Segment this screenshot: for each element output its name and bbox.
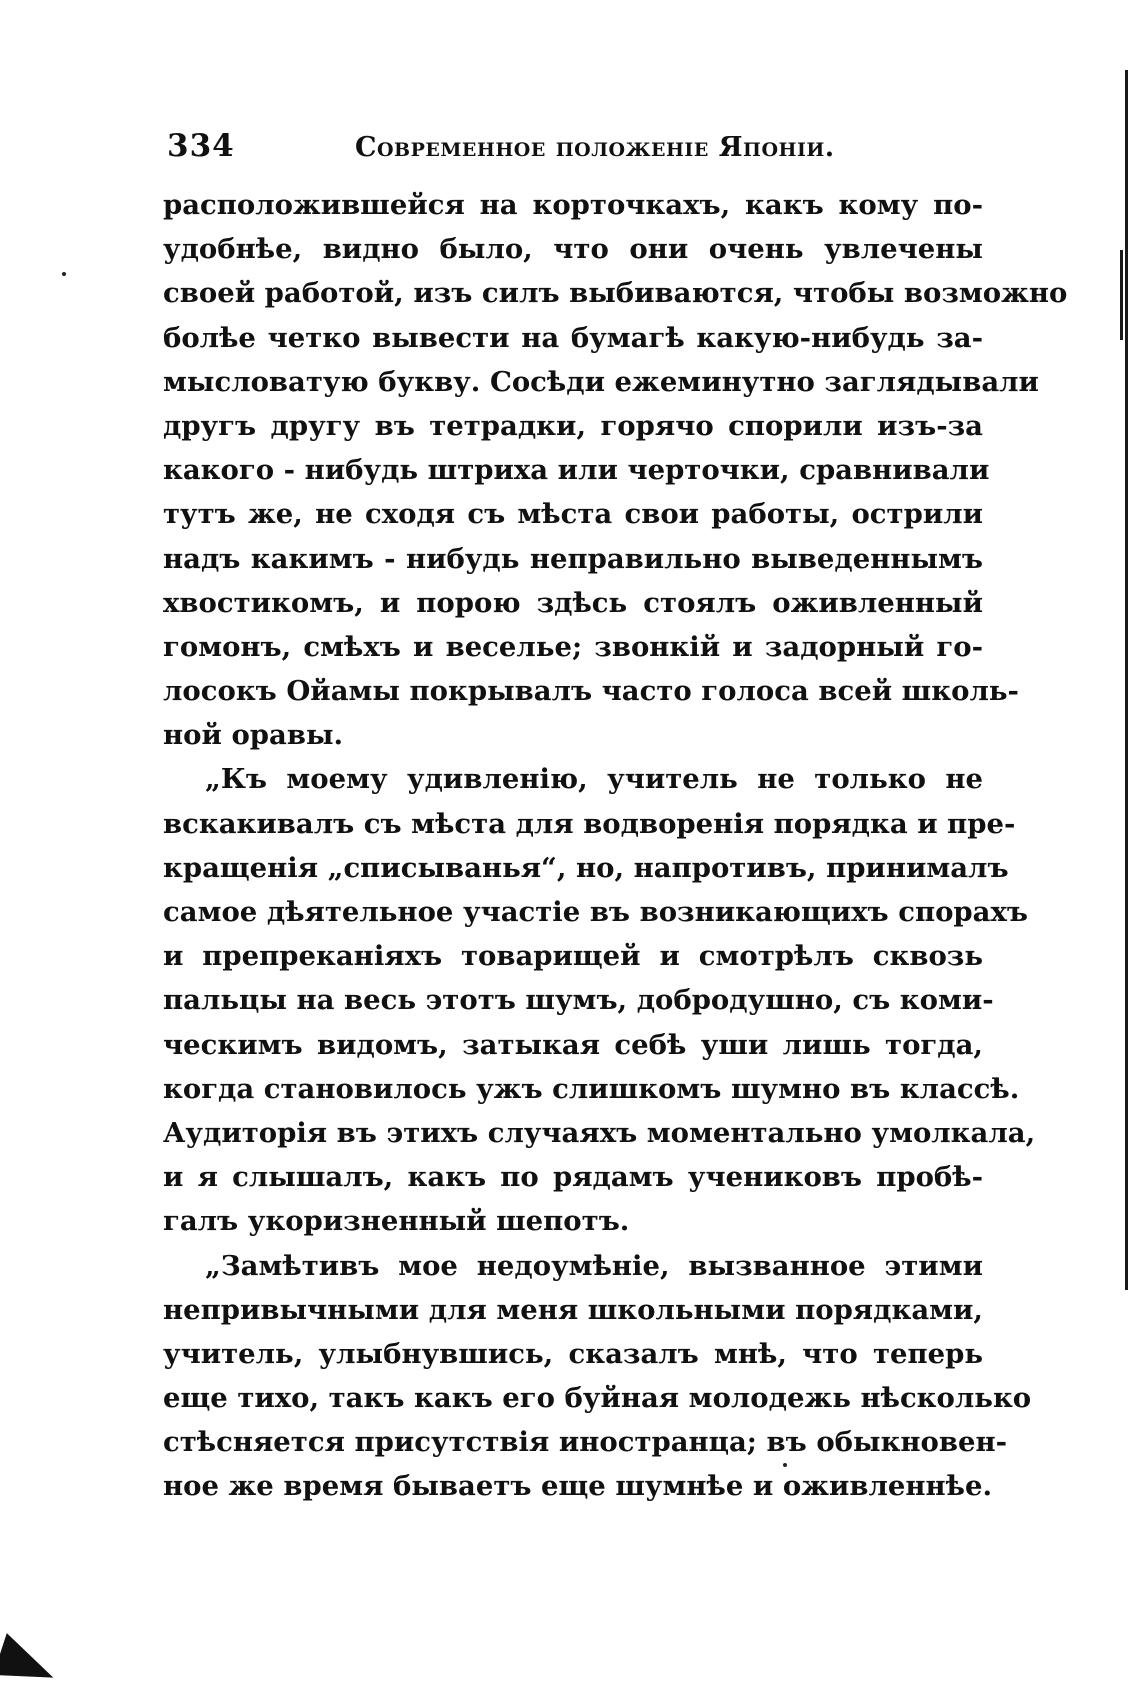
scan-speck: [62, 272, 66, 276]
text-line: стѣсняется присутствія иностранца; въ обыкновен-: [163, 1426, 1008, 1459]
text-line: своей работой, изъ силъ выбиваются, чтобы возможно: [163, 277, 1068, 310]
text-line: „Къ моему удивленію, учитель не только не: [205, 763, 983, 796]
scan-corner-mark: [0, 1633, 62, 1693]
text-line: вскакивалъ съ мѣста для водворенія порядка и пре-: [163, 807, 1016, 840]
text-line: ческимъ видомъ, затыкая себѣ уши лишь тогда,: [163, 1028, 983, 1061]
text-line: непривычными для меня школьными порядками,: [163, 1293, 983, 1326]
text-line: Аудиторія въ этихъ случаяхъ моментально умолкала,: [163, 1116, 1036, 1149]
text-line: пальцы на весь этотъ шумъ, добродушно, съ коми-: [163, 984, 994, 1017]
text-line: кращенія „списыванья“, но, напротивъ, принималъ: [163, 851, 1009, 884]
running-title: Современное положеніе Японіи.: [355, 132, 835, 163]
text-line: хвостикомъ, и порою здѣсь стоялъ оживленный: [163, 586, 983, 619]
text-line: удобнѣе, видно было, что они очень увлечены: [163, 233, 983, 266]
scan-edge-rule: [1125, 70, 1128, 1290]
text-line: другъ другу въ тетрадки, горячо спорили изъ-за: [163, 409, 983, 442]
text-line: и я слышалъ, какъ по рядамъ учениковъ пробѣ-: [163, 1161, 983, 1194]
text-line: учитель, улыбнувшись, сказалъ мнѣ, что теперь: [163, 1337, 983, 1370]
page-header: [167, 128, 997, 168]
text-line: расположившейся на корточкахъ, какъ кому по-: [163, 189, 983, 221]
text-line: мысловатую букву. Сосѣди ежеминутно заглядывали: [163, 365, 1039, 398]
text-line: самое дѣятельное участіе въ возникающихъ спорахъ: [163, 896, 1028, 928]
text-line: гомонъ, смѣхъ и веселье; звонкій и задорный го-: [163, 630, 983, 663]
text-line: „Замѣтивъ мое недоумѣніе, вызванное этими: [205, 1249, 983, 1282]
text-line: еще тихо, такъ какъ его буйная молодежь нѣсколько: [163, 1382, 1032, 1415]
text-line: галъ укоризненный шепотъ.: [163, 1205, 630, 1238]
text-line: болѣе четко вывести на бумагѣ какую-нибудь за-: [163, 321, 983, 354]
text-line: ной оравы.: [163, 719, 344, 752]
text-line: лосокъ Ойамы покрывалъ часто голоса всей школь-: [163, 675, 1019, 708]
text-line: ное же время бываетъ еще шумнѣе и оживленнѣе.: [163, 1470, 993, 1503]
text-line: и препреканіяхъ товарищей и смотрѣлъ сквозь: [163, 940, 983, 973]
scan-edge-rule-thick: [1120, 250, 1123, 340]
page-number: 334: [167, 128, 235, 164]
text-line: какого - нибудь штриха или черточки, сравнивали: [163, 454, 990, 487]
text-line: надъ какимъ - нибудь неправильно выведеннымъ: [163, 542, 983, 575]
body-text: [163, 183, 1068, 1509]
text-line: когда становилось ужъ слишкомъ шумно въ классѣ.: [163, 1072, 1020, 1105]
text-line: тутъ же, не сходя съ мѣста свои работы, острили: [163, 498, 983, 531]
